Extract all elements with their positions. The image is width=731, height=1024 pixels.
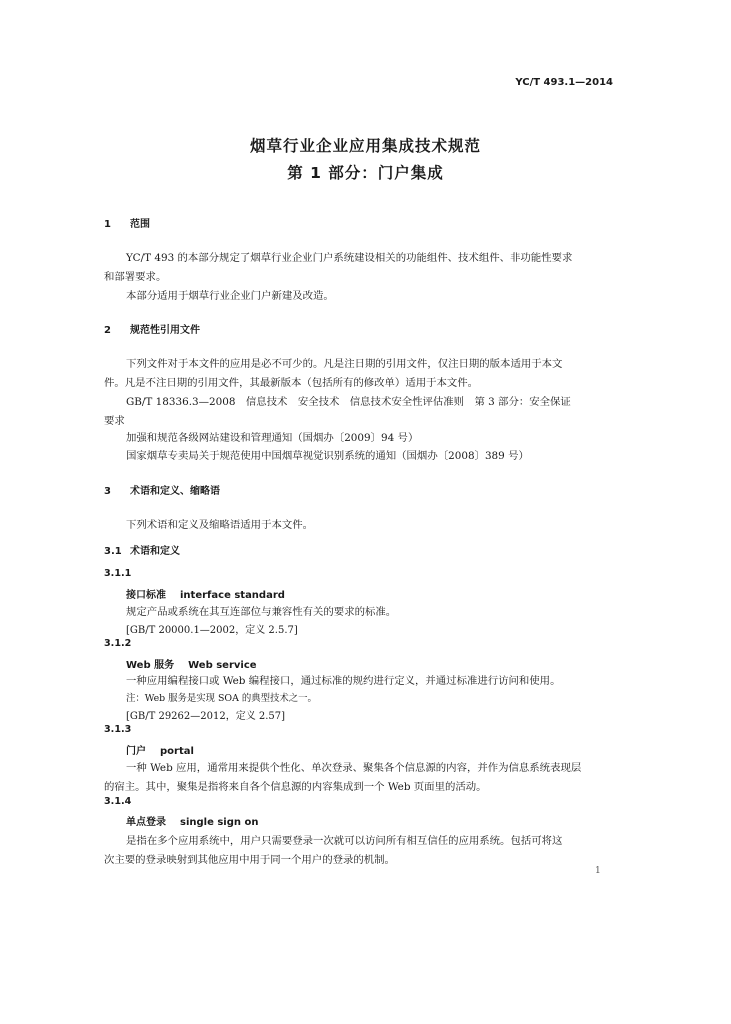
term-2-id: 3.1.2 bbox=[104, 638, 132, 649]
term-3-en: portal bbox=[160, 746, 194, 757]
section-3-1-number: 3.1 bbox=[104, 546, 122, 557]
term-3-definition: 一种 Web 应用，通常用来提供个性化、单次登录、聚集各个信息源的内容，并作为信息系统表现层 bbox=[126, 762, 582, 774]
term-1-source: [GB/T 20000.1—2002，定义 2.5.7] bbox=[126, 625, 298, 636]
section-1-paragraph-2: 本部分适用于烟草行业企业门户新建及改造。 bbox=[126, 290, 334, 302]
section-2-number: 2 bbox=[104, 325, 111, 336]
term-3-definition-cont: 的宿主。其中，聚集是指将来自各个信息源的内容集成到一个 Web 页面里的活动。 bbox=[104, 781, 487, 793]
section-3-number: 3 bbox=[104, 486, 111, 497]
term-3-id: 3.1.3 bbox=[104, 724, 132, 735]
section-1-paragraph-1-cont: 和部署要求。 bbox=[104, 271, 167, 283]
section-1-heading bbox=[104, 215, 150, 230]
term-4-definition-cont: 次主要的登录映射到其他应用中用于同一个用户的登录的机制。 bbox=[104, 854, 395, 866]
term-3-name bbox=[126, 742, 194, 757]
document-title: 烟草行业企业应用集成技术规范 bbox=[249, 137, 481, 155]
term-1-definition: 规定产品或系统在其互连部位与兼容性有关的要求的标准。 bbox=[126, 606, 397, 618]
section-3-1-title: 术语和定义 bbox=[130, 546, 180, 557]
term-4-definition: 是指在多个应用系统中，用户只需要登录一次就可以访问所有相互信任的应用系统。包括可将这 bbox=[126, 835, 563, 847]
term-2-definition: 一种应用编程接口或 Web 编程接口，通过标准的规约进行定义，并通过标准进行访问和使用。 bbox=[126, 675, 561, 687]
section-3-intro: 下列术语和定义及缩略语适用于本文件。 bbox=[126, 519, 314, 531]
standard-code: YC/T 493.1—2014 bbox=[515, 77, 613, 88]
term-4-en: single sign on bbox=[180, 817, 259, 828]
section-2-heading bbox=[104, 321, 200, 336]
reference-2: 加强和规范各级网站建设和管理通知（国烟办〔2009〕94 号） bbox=[126, 432, 419, 444]
section-1-title: 范围 bbox=[130, 219, 150, 230]
reference-1: GB/T 18336.3—2008 信息技术 安全技术 信息技术安全性评估准则 第 3 部分：安全保证 bbox=[126, 396, 571, 408]
section-1-paragraph-1: YC/T 493 的本部分规定了烟草行业企业门户系统建设相关的功能组件、技术组件、非功能性要求 bbox=[126, 252, 573, 264]
reference-1-cont: 要求 bbox=[104, 415, 125, 427]
section-1-number: 1 bbox=[104, 219, 111, 230]
term-2-name bbox=[126, 656, 257, 671]
section-3-heading bbox=[104, 482, 220, 497]
term-1-cn: 接口标准 bbox=[126, 590, 166, 601]
reference-3: 国家烟草专卖局关于规范使用中国烟草视觉识别系统的通知（国烟办〔2008〕389 号） bbox=[126, 450, 529, 462]
section-2-paragraph-1: 下列文件对于本文件的应用是必不可少的。凡是注日期的引用文件，仅注日期的版本适用于本文 bbox=[126, 358, 563, 370]
term-4-name bbox=[126, 813, 258, 828]
term-4-cn: 单点登录 bbox=[126, 817, 166, 828]
term-2-en: Web service bbox=[188, 660, 257, 671]
section-3-title: 术语和定义、缩略语 bbox=[130, 486, 220, 497]
document-subtitle: 第 1 部分：门户集成 bbox=[287, 164, 444, 182]
section-2-title: 规范性引用文件 bbox=[130, 325, 200, 336]
section-3-1-heading bbox=[104, 542, 180, 557]
term-2-source: [GB/T 29262—2012，定义 2.57] bbox=[126, 711, 286, 722]
page-number: 1 bbox=[595, 866, 601, 876]
term-1-en: interface standard bbox=[180, 590, 285, 601]
term-1-name bbox=[126, 586, 285, 601]
term-3-cn: 门户 bbox=[126, 746, 146, 757]
term-2-note: 注：Web 服务是实现 SOA 的典型技术之一。 bbox=[126, 693, 317, 704]
term-4-id: 3.1.4 bbox=[104, 796, 132, 807]
section-2-paragraph-1-cont: 件。凡是不注日期的引用文件，其最新版本（包括所有的修改单）适用于本文件。 bbox=[104, 377, 479, 389]
term-2-cn: Web 服务 bbox=[126, 660, 175, 671]
term-1-id: 3.1.1 bbox=[104, 568, 132, 579]
